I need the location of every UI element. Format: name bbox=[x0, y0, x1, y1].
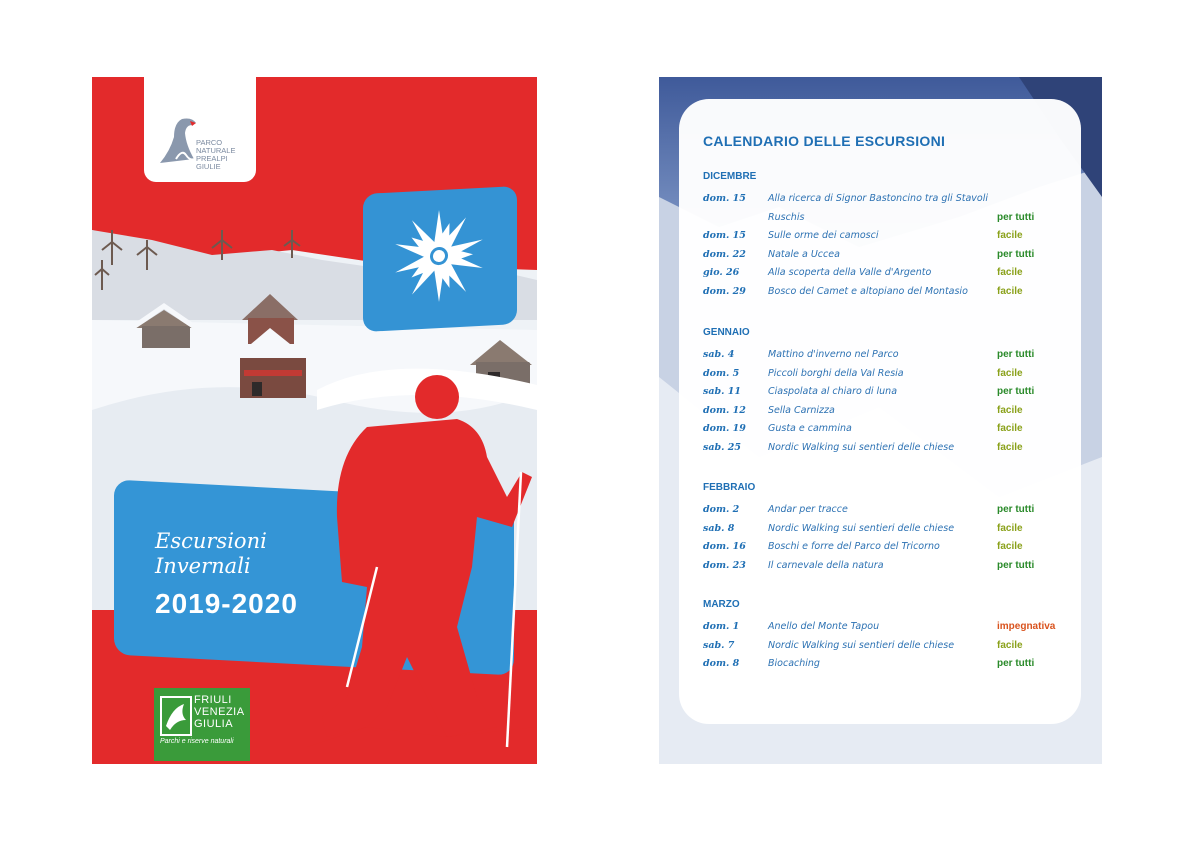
event-row bbox=[703, 640, 1058, 656]
event-day: dom. 15 bbox=[703, 193, 746, 204]
event-title: Bosco del Camet e altopiano del Montasio bbox=[768, 285, 968, 297]
event-day: dom. 16 bbox=[703, 541, 746, 552]
cover-title-line2: Invernali bbox=[155, 554, 251, 578]
event-difficulty: facile bbox=[997, 639, 1023, 651]
month-heading: MARZO bbox=[703, 599, 740, 610]
event-title: Andar per tracce bbox=[768, 504, 848, 515]
event-row bbox=[703, 658, 1058, 674]
event-row bbox=[703, 504, 1058, 520]
event-title: Ruschis bbox=[768, 211, 805, 223]
event-row bbox=[703, 349, 1058, 365]
event-day: dom. 5 bbox=[703, 367, 740, 379]
event-title: Nordic Walking sui sentieri delle chiese bbox=[768, 639, 955, 651]
month-heading: GENNAIO bbox=[703, 327, 750, 338]
event-row bbox=[703, 405, 1058, 421]
event-day: dom. 2 bbox=[703, 504, 740, 515]
event-day: dom. 22 bbox=[703, 248, 746, 260]
event-title: Il carnevale della natura bbox=[768, 559, 884, 571]
cover-title-line1: Escursioni bbox=[155, 529, 267, 553]
event-day: dom. 29 bbox=[703, 285, 746, 297]
event-row bbox=[703, 368, 1058, 384]
event-row bbox=[703, 249, 1058, 265]
event-row bbox=[703, 212, 1058, 228]
event-row bbox=[703, 230, 1058, 246]
event-difficulty: per tutti bbox=[997, 349, 1035, 360]
event-difficulty: facile bbox=[997, 230, 1023, 241]
event-day: sab. 11 bbox=[703, 386, 741, 397]
brochure-cover bbox=[92, 77, 537, 764]
event-difficulty: facile bbox=[997, 367, 1023, 379]
event-day: sab. 25 bbox=[703, 441, 741, 453]
event-title: Nordic Walking sui sentieri delle chiese bbox=[768, 441, 955, 453]
event-row bbox=[703, 523, 1058, 539]
month-heading: DICEMBRE bbox=[703, 171, 757, 182]
event-row bbox=[703, 560, 1058, 576]
event-row bbox=[703, 541, 1058, 557]
event-title: Mattino d'inverno nel Parco bbox=[768, 349, 899, 360]
park-logo-text: PARCO NATURALE PREALPI GIULIE bbox=[196, 138, 236, 171]
calendar-title: CALENDARIO DELLE ESCURSIONI bbox=[703, 133, 946, 149]
cover-years: 2019-2020 bbox=[155, 588, 298, 619]
month-heading: FEBBRAIO bbox=[703, 482, 756, 493]
region-logo-subtitle: Parchi e riserve naturali bbox=[160, 738, 234, 745]
event-row bbox=[703, 423, 1058, 439]
event-row bbox=[703, 267, 1058, 283]
event-difficulty: facile bbox=[997, 285, 1023, 297]
event-title: Piccoli borghi della Val Resia bbox=[768, 367, 904, 379]
event-title: Ciaspolata al chiaro di luna bbox=[768, 386, 898, 397]
event-title: Alla ricerca di Signor Bastoncino tra gli Stavoli bbox=[768, 193, 989, 204]
event-row bbox=[703, 193, 1058, 209]
event-day: dom. 23 bbox=[703, 559, 746, 571]
event-day: dom. 15 bbox=[703, 230, 746, 241]
event-title: Anello del Monte Tapou bbox=[768, 621, 880, 632]
park-logo bbox=[144, 77, 256, 182]
event-difficulty: facile bbox=[997, 423, 1023, 434]
event-difficulty: facile bbox=[997, 541, 1023, 552]
event-day: sab. 8 bbox=[703, 522, 735, 534]
event-difficulty: facile bbox=[997, 441, 1023, 453]
event-title: Sella Carnizza bbox=[768, 404, 835, 416]
event-difficulty: per tutti bbox=[997, 658, 1035, 669]
event-title: Boschi e forre del Parco del Tricorno bbox=[768, 541, 940, 552]
event-title: Nordic Walking sui sentieri delle chiese bbox=[768, 522, 955, 534]
hiker-silhouette bbox=[307, 367, 537, 764]
event-difficulty: facile bbox=[997, 522, 1023, 534]
region-logo-name: FRIULI VENEZIA GIULIA bbox=[194, 694, 245, 730]
event-row bbox=[703, 621, 1058, 637]
event-difficulty: facile bbox=[997, 267, 1023, 278]
event-title: Alla scoperta della Valle d'Argento bbox=[768, 267, 932, 278]
event-difficulty: facile bbox=[997, 404, 1023, 416]
event-difficulty: per tutti bbox=[997, 504, 1035, 515]
event-row bbox=[703, 442, 1058, 458]
event-difficulty: per tutti bbox=[997, 386, 1035, 397]
region-logo bbox=[154, 688, 250, 761]
event-day: gio. 26 bbox=[703, 267, 740, 278]
event-day: dom. 8 bbox=[703, 658, 740, 669]
event-title: Sulle orme dei camosci bbox=[768, 230, 879, 241]
event-day: dom. 1 bbox=[703, 621, 740, 632]
edelweiss-badge bbox=[363, 186, 517, 332]
event-day: dom. 12 bbox=[703, 404, 746, 416]
event-title: Gusta e cammina bbox=[768, 423, 852, 434]
event-row bbox=[703, 286, 1058, 302]
bird-logo-icon bbox=[160, 696, 192, 736]
event-day: sab. 7 bbox=[703, 639, 735, 651]
event-row bbox=[703, 386, 1058, 402]
event-difficulty: per tutti bbox=[997, 211, 1035, 223]
event-difficulty: per tutti bbox=[997, 248, 1035, 260]
event-day: sab. 4 bbox=[703, 349, 735, 360]
event-day: dom. 19 bbox=[703, 423, 746, 434]
event-title: Natale a Uccea bbox=[768, 248, 840, 260]
event-difficulty: per tutti bbox=[997, 559, 1035, 571]
event-difficulty: impegnativa bbox=[997, 621, 1056, 632]
edelweiss-icon bbox=[389, 203, 489, 308]
event-title: Biocaching bbox=[768, 658, 820, 669]
